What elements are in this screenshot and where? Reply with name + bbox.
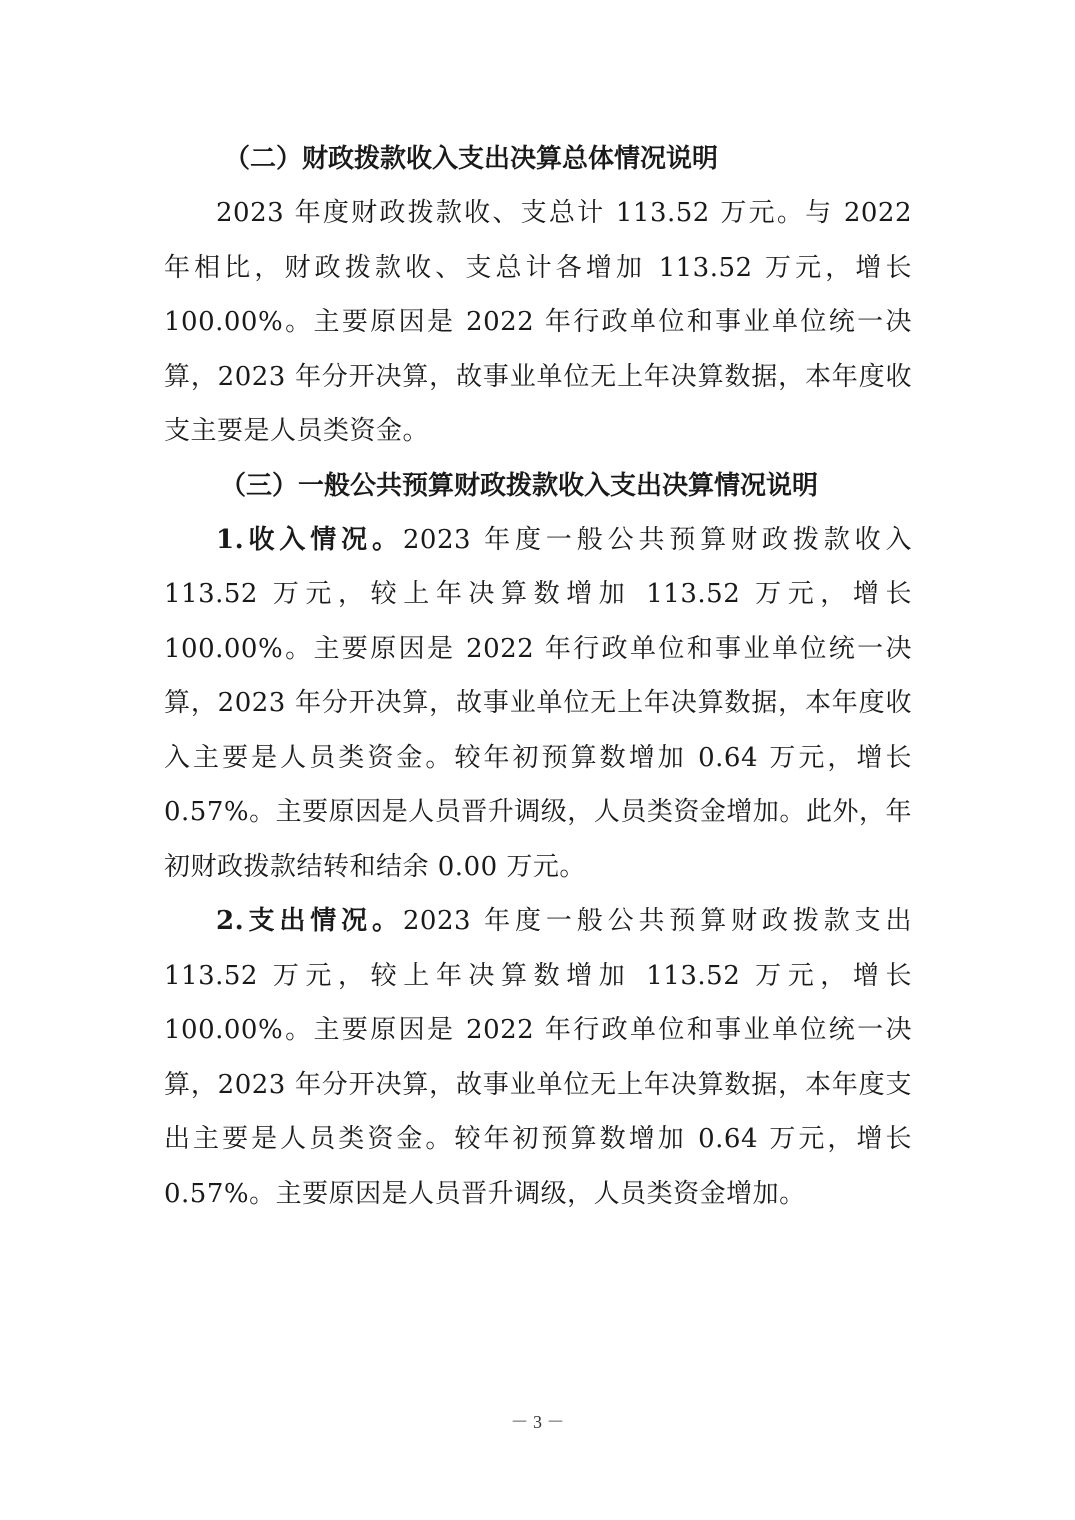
page-number: － 3 － (510, 1412, 565, 1432)
expense-text: 2023 年度一般公共预算财政拨款支出 113.52 万元，较上年决算数增加 113.52 万元，增长 100.00%。主要原因是 2022 年行政单位和事业单位统一决算，2023 年分开决算，故事业单位无上年决算数据，本年度支出主要是人员类资金。较年初预算数增加 0.64 万元，增长 0.57%。主要原因是人员晋升调级，人员类资金增加。 (164, 906, 912, 1209)
income-paragraph (164, 513, 912, 895)
income-text: 2023 年度一般公共预算财政拨款收入 113.52 万元，较上年决算数增加 113.52 万元，增长 100.00%。主要原因是 2022 年行政单位和事业单位统一决算，2023 年分开决算，故事业单位无上年决算数据，本年度收入主要是人员类资金。较年初预算数增加 0.64 万元，增长 0.57%。主要原因是人员晋升调级，人员类资金增加。此外，年初财政拨款结转和结余 0.00 万元。 (164, 524, 912, 882)
expense-lead: 2.支出情况。 (216, 906, 403, 936)
section-2-heading: （二）财政拨款收入支出决算总体情况说明 (224, 144, 719, 174)
page-content (164, 132, 912, 1221)
section-2-paragraph: 2023 年度财政拨款收、支总计 113.52 万元。与 2022 年相比，财政拨款收、支总计各增加 113.52 万元，增长 100.00%。主要原因是 2022 年行政单位和事业单位统一决算，2023 年分开决算，故事业单位无上年决算数据，本年度收支主要是人员类资金。 (164, 198, 912, 446)
expense-paragraph (164, 894, 912, 1221)
section-3-heading: （三）一般公共预算财政拨款收入支出决算情况说明 (220, 470, 819, 501)
income-lead: 1.收入情况。 (216, 524, 403, 555)
